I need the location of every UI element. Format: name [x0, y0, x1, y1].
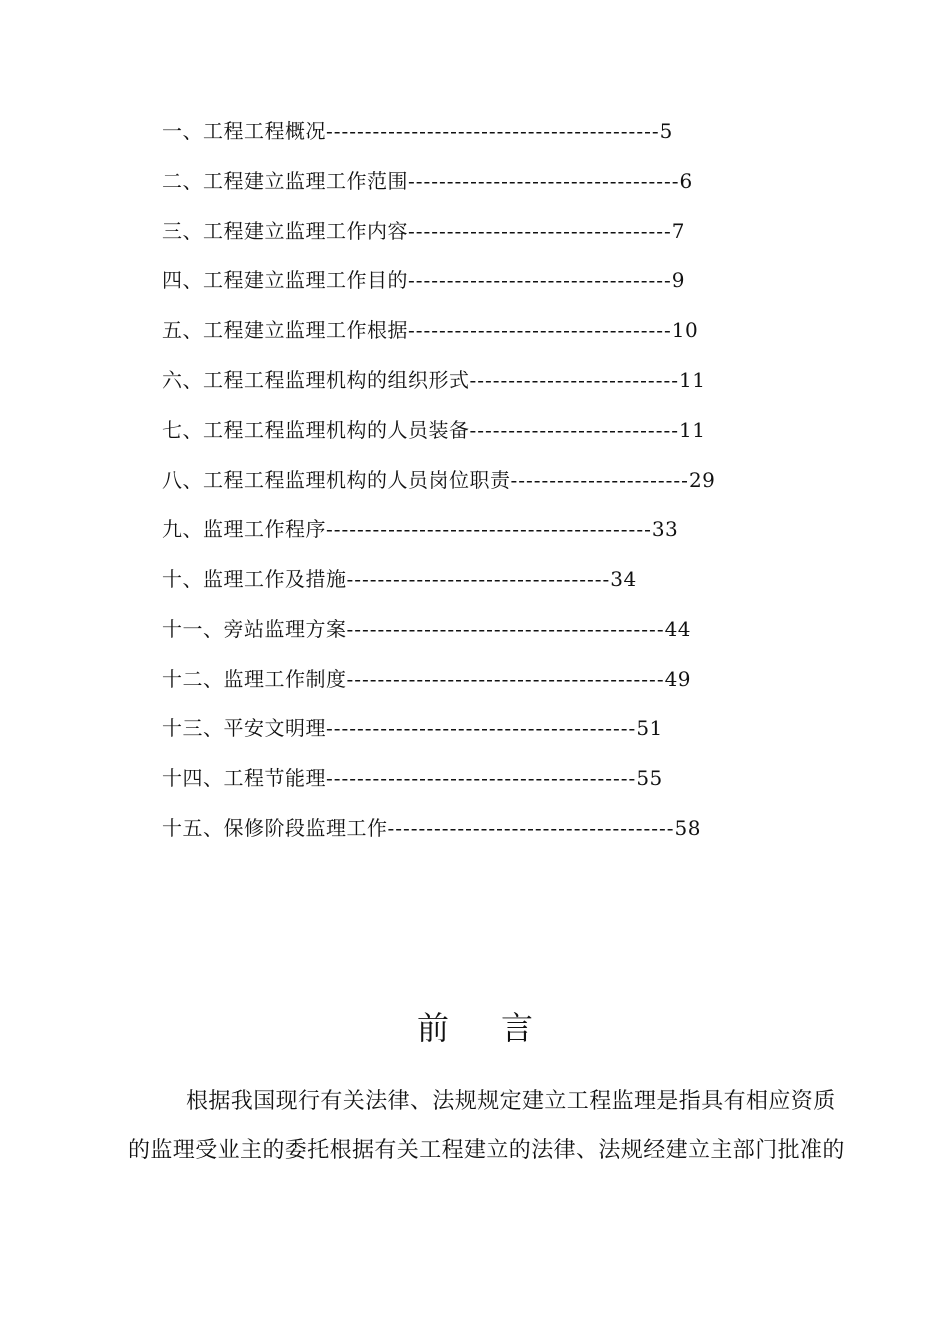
toc-entry-leader: ------------------------------------------- [326, 119, 660, 143]
toc-entry-page: 58 [674, 816, 701, 840]
toc-entry-leader: ---------------------------------- [408, 318, 672, 342]
toc-entry-title: 十二、监理工作制度 [162, 667, 347, 691]
toc-entry-page: 29 [688, 468, 716, 492]
toc-entry[interactable] [162, 464, 832, 496]
toc-entry-page: 9 [671, 268, 685, 292]
toc-entry-page: 44 [664, 617, 692, 641]
toc-entry[interactable] [162, 215, 832, 247]
toc-entry-leader: ---------------------------------- [408, 219, 672, 243]
toc-entry-title: 八、工程工程监理机构的人员岗位职责 [162, 468, 511, 492]
toc-entry-title: 十三、平安文明理 [162, 716, 326, 740]
toc-entry-leader: ------------------------------------- [387, 816, 675, 840]
toc-entry[interactable] [162, 762, 810, 794]
toc-entry[interactable] [162, 364, 832, 396]
toc-entry-leader: ----------------------------------------- [346, 667, 665, 691]
toc-entry-leader: ----------------------------------- [408, 169, 680, 193]
toc-entry-page: 11 [678, 368, 706, 392]
toc-entry-title: 五、工程建立监理工作根据 [162, 318, 408, 342]
toc-entry[interactable] [162, 513, 832, 545]
toc-entry-title: 十一、旁站监理方案 [162, 617, 347, 641]
toc-entry[interactable] [162, 115, 832, 147]
toc-entry-title: 二、工程建立监理工作范围 [162, 169, 408, 193]
toc-entry-title: 一、工程工程概况 [162, 119, 326, 143]
preface-paragraph-line: 根据我国现行有关法律、法规规定建立工程监理是指具有相应资质 [186, 1089, 836, 1114]
toc-entry[interactable] [162, 812, 832, 844]
toc-entry-leader: ------------------------------------------ [326, 517, 652, 541]
toc-entry-page: 55 [636, 766, 663, 790]
toc-entry-leader: ---------------------------------- [346, 567, 611, 591]
toc-entry-leader: ---------------------------------------- [326, 716, 637, 740]
toc-entry[interactable] [162, 712, 810, 744]
toc-entry-title: 九、监理工作程序 [162, 517, 326, 541]
preface-paragraph-line: 的监理受业主的委托根据有关工程建立的法律、法规经建立主部门批准的 [128, 1138, 845, 1163]
toc-entry-leader: ----------------------------------------- [346, 617, 665, 641]
toc-entry-leader: --------------------------- [469, 368, 679, 392]
toc-entry-page: 10 [671, 318, 699, 342]
toc-entry[interactable] [162, 165, 832, 197]
toc-entry-page: 34 [610, 567, 637, 591]
toc-entry[interactable] [162, 663, 832, 695]
toc-entry-title: 三、工程建立监理工作内容 [162, 219, 408, 243]
toc-entry-title: 七、工程工程监理机构的人员装备 [162, 418, 470, 442]
toc-entry-leader: ---------------------------------------- [326, 766, 637, 790]
toc-entry-title: 十五、保修阶段监理工作 [162, 816, 388, 840]
toc-entry-leader: ---------------------------------- [408, 268, 672, 292]
toc-entry[interactable] [162, 613, 832, 645]
toc-entry-title: 六、工程工程监理机构的组织形式 [162, 368, 470, 392]
toc-entry[interactable] [162, 264, 832, 296]
toc-entry-leader: --------------------------- [469, 418, 679, 442]
toc-entry-title: 四、工程建立监理工作目的 [162, 268, 408, 292]
toc-entry-page: 33 [651, 517, 679, 541]
toc-entry-page: 5 [659, 119, 673, 143]
toc-entry-page: 7 [671, 219, 685, 243]
toc-entry-page: 51 [636, 716, 663, 740]
toc-entry-page: 6 [679, 169, 693, 193]
toc-entry-leader: ----------------------- [510, 468, 689, 492]
toc-entry-page: 11 [678, 418, 706, 442]
toc-entry-title: 十四、工程节能理 [162, 766, 326, 790]
toc-entry[interactable] [162, 314, 832, 346]
toc-entry[interactable] [162, 414, 832, 446]
toc-entry[interactable] [162, 563, 787, 595]
toc-entry-page: 49 [664, 667, 692, 691]
toc-entry-title: 十、监理工作及措施 [162, 567, 347, 591]
preface-heading: 前言 [416, 1009, 585, 1047]
